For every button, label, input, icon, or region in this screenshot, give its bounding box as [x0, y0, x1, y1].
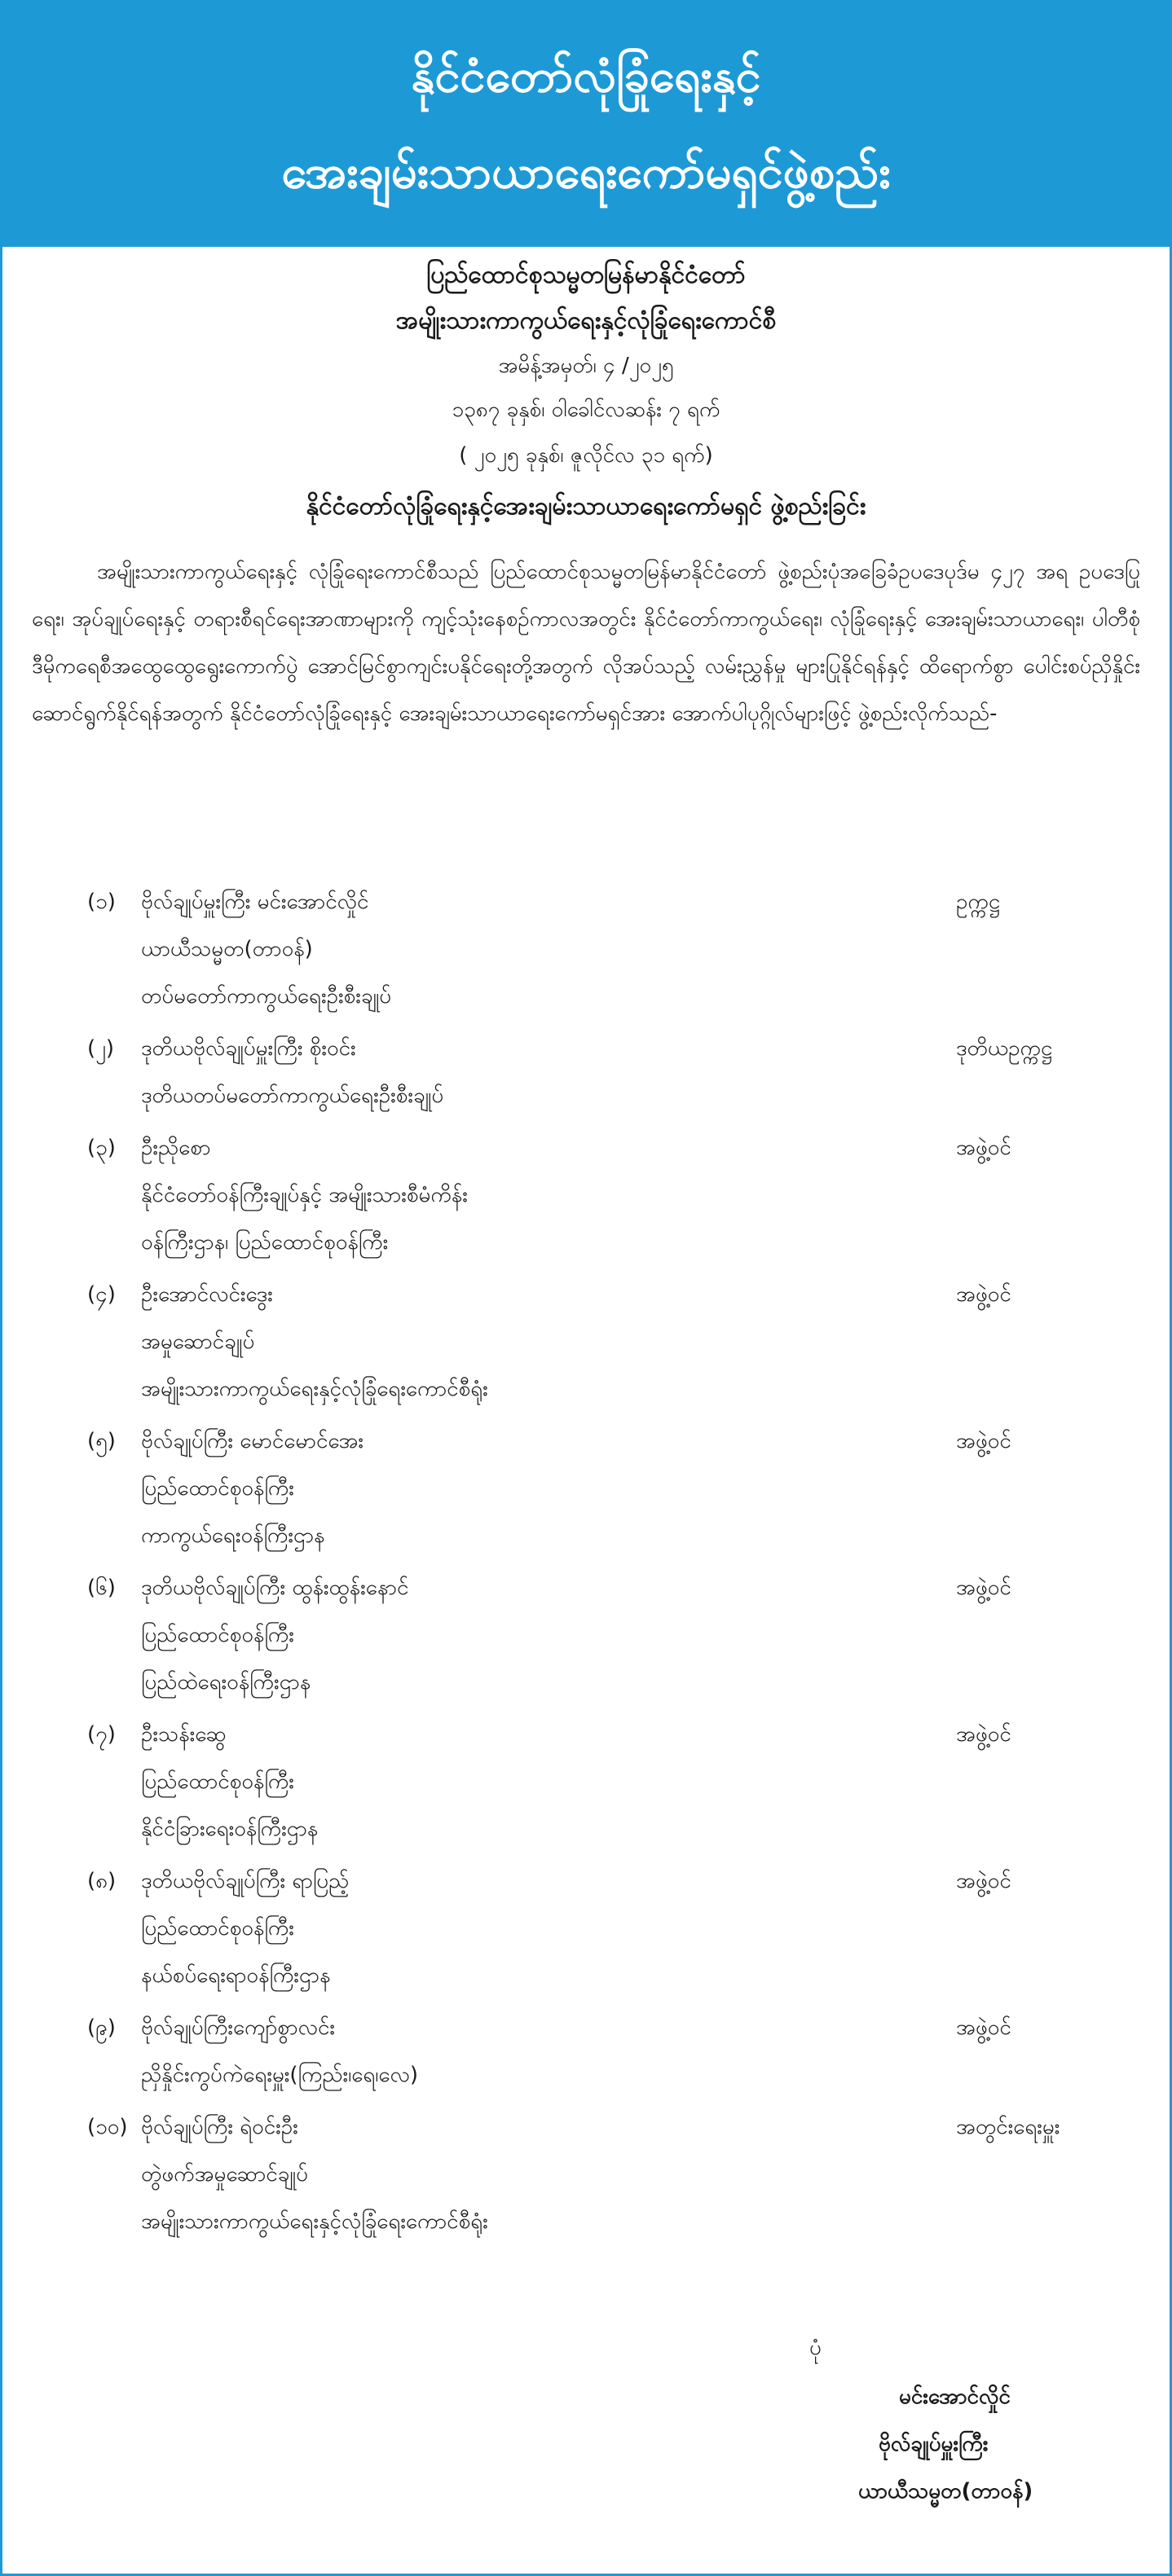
member-position: ဝန်ကြီးဌာန၊ ပြည်ထောင်စုဝန်ကြီး [141, 1230, 389, 1255]
member-role: အဖွဲ့ဝင် [956, 2016, 1011, 2040]
member-role: အဖွဲ့ဝင် [956, 1722, 1011, 1747]
order-date-myanmar: ၁၃၈၇ ခုနှစ်၊ ဝါခေါင်လဆန်း ၇ ရက် [452, 398, 720, 422]
member-number: (၆) [87, 1576, 116, 1600]
member-number: (၃) [87, 1136, 116, 1160]
signature-lead: ပုံ [809, 2336, 822, 2360]
member-details [141, 1564, 875, 1706]
member-name: ဦးညိုစော [141, 1136, 211, 1160]
member-details [141, 1271, 875, 1413]
member-details [141, 2103, 875, 2245]
member-position: ပြည်ထောင်စုဝန်ကြီး [141, 1476, 294, 1501]
member-position: ယာယီသမ္မတ(တာဝန်) [141, 937, 313, 961]
banner-title-line-2: အေးချမ်းသာယာရေးကော်မရှင်ဖွဲ့စည်း [281, 146, 891, 199]
member-role: အဖွဲ့ဝင် [956, 1136, 1011, 1160]
government-name: ပြည်ထောင်စုသမ္မတမြန်မာနိုင်ငံတော် [426, 261, 746, 289]
signatory-rank: ဗိုလ်ချုပ်မှူးကြီး [879, 2432, 989, 2456]
member-role: ဥက္ကဋ္ဌ [956, 890, 1000, 914]
member-position: နယ်စပ်ရေးရာဝန်ကြီးဌာန [141, 1963, 331, 1988]
member-position: နိုင်ငံခြားရေးဝန်ကြီးဌာန [141, 1817, 319, 1841]
member-number: (၄) [87, 1282, 116, 1307]
member-details [141, 1025, 875, 1119]
member-number: (၅) [87, 1429, 116, 1453]
member-name: ဦးသန်းဆွေ [141, 1722, 227, 1747]
signatory-title: ယာယီသမ္မတ(တာဝန်) [858, 2479, 1033, 2503]
member-position: ညှိနှိုင်းကွပ်ကဲရေးမှူး(ကြည်း၊ရေ၊လေ) [141, 2063, 419, 2087]
member-position: ဒုတိယတပ်မတော်ကာကွယ်ရေးဦးစီးချုပ် [141, 1084, 444, 1108]
member-role: အတွင်းရေးမှူး [956, 2115, 1060, 2139]
member-role: အဖွဲ့ဝင် [956, 1576, 1011, 1600]
order-number: အမိန့်အမှတ်၊ ၄ /၂၀၂၅ [498, 354, 674, 378]
member-name: ဗိုလ်ချုပ်မှူးကြီး မင်းအောင်လှိုင် [141, 890, 369, 914]
member-role: အဖွဲ့ဝင် [956, 1429, 1011, 1453]
member-name: ဗိုလ်ချုပ်ကြီးကျော်စွာလင်း [141, 2016, 336, 2040]
member-details [141, 1857, 875, 1999]
member-position: ပြည်ထောင်စုဝန်ကြီး [141, 1769, 294, 1794]
member-details [141, 1418, 875, 1559]
order-subject: နိုင်ငံတော်လုံခြုံရေးနှင့်အေးချမ်းသာယာရေးကော်မရှင် ဖွဲ့စည်းခြင်း [306, 492, 866, 521]
member-position: နိုင်ငံတော်ဝန်ကြီးချုပ်နှင့် အမျိုးသားစီမံကိန်း [141, 1183, 468, 1207]
member-position: အမှုဆောင်ချုပ် [141, 1330, 255, 1354]
member-position: တွဲဖက်အမှုဆောင်ချုပ် [141, 2162, 308, 2187]
member-details [141, 1124, 875, 1266]
member-role: အဖွဲ့ဝင် [956, 1869, 1011, 1893]
member-number: (၉) [87, 2016, 116, 2040]
member-details [141, 878, 875, 1020]
order-body-paragraph: အမျိုးသားကာကွယ်ရေးနှင့် လုံခြုံရေးကောင်စီသည် ပြည်ထောင်စုသမ္မတမြန်မာနိုင်ငံတော် ဖွဲ့စည်းပုံအခြေခံဥပဒေပုဒ်မ ၄၂၇ အရ ဥပဒေပြုရေး၊ အုပ်ချုပ်ရေးနှင့် တရားစီရင်ရေးအာဏာများကို ကျင့်သုံးနေစဉ်ကာလအတွင်း နိုင်ငံတော်ကာကွယ်ရေး၊ လုံခြုံရေးနှင့် အေးချမ်းသာယာရေး၊ ပါတီစုံ ဒီမိုကရေစီအထွေထွေရွေးကောက်ပွဲ အောင်မြင်စွာကျင်းပနိုင်ရေးတို့အတွက် လိုအပ်သည့် လမ်းညွှန်မှု များပြုနိုင်ရန်နှင့် ထိရောက်စွာ ပေါင်းစပ်ညှိနှိုင်းဆောင်ရွက်နိုင်ရန်အတွက် နိုင်ငံတော်လုံခြုံရေးနှင့် အေးချမ်းသာယာရေးကော်မရှင်အား အောက်ပါပုဂ္ဂိုလ်များဖြင့် ဖွဲ့စည်းလိုက်သည်- [32, 560, 1140, 726]
member-name: ဗိုလ်ချုပ်ကြီး ရဲဝင်းဦး [141, 2115, 298, 2139]
member-position: အမျိုးသားကာကွယ်ရေးနှင့်လုံခြုံရေးကောင်စီရုံး [141, 1377, 488, 1401]
member-position: ပြည်ထောင်စုဝန်ကြီး [141, 1623, 294, 1647]
member-details [141, 1711, 875, 1853]
member-position: ပြည်ထဲရေးဝန်ကြီးဌာန [141, 1670, 311, 1695]
signatory-name: မင်းအောင်လှိုင် [899, 2385, 1011, 2409]
member-number: (၁) [87, 890, 116, 914]
title-banner [2, 2, 1170, 247]
member-number: (၂) [87, 1036, 115, 1061]
member-position: တပ်မတော်ကာကွယ်ရေးဦးစီးချုပ် [141, 984, 392, 1009]
member-details [141, 2004, 875, 2099]
member-position: အမျိုးသားကာကွယ်ရေးနှင့်လုံခြုံရေးကောင်စီရုံး [141, 2209, 488, 2234]
member-role: အဖွဲ့ဝင် [956, 1282, 1011, 1307]
member-name: ဦးအောင်လင်းဒွေး [141, 1282, 273, 1307]
member-number: (၈) [87, 1869, 117, 1893]
member-name: ဒုတိယဗိုလ်ချုပ်ကြီး ထွန်းထွန်းနောင် [141, 1576, 409, 1600]
member-name: ဒုတိယဗိုလ်ချုပ်မှူးကြီး စိုးဝင်း [141, 1036, 356, 1061]
member-position: ပြည်ထောင်စုဝန်ကြီး [141, 1916, 294, 1941]
member-number: (၇) [87, 1722, 116, 1747]
member-name: ဗိုလ်ချုပ်ကြီး မောင်မောင်အေး [141, 1429, 363, 1453]
member-position: ကာကွယ်ရေးဝန်ကြီးဌာန [141, 1523, 325, 1548]
member-number: (၁၀) [87, 2115, 128, 2139]
council-name: အမျိုးသားကာကွယ်ရေးနှင့်လုံခြုံရေးကောင်စီ [395, 306, 777, 335]
member-role: ဒုတိယဥက္ကဋ္ဌ [956, 1036, 1053, 1061]
banner-title-line-1: နိုင်ငံတော်လုံခြုံရေးနှင့် [411, 50, 761, 103]
order-date-gregorian: ( ၂၀၂၅ ခုနှစ်၊ ဇူလိုင်လ ၃၁ ရက်) [459, 443, 713, 468]
member-name: ဒုတိယဗိုလ်ချုပ်ကြီး ရာပြည့် [141, 1869, 350, 1893]
